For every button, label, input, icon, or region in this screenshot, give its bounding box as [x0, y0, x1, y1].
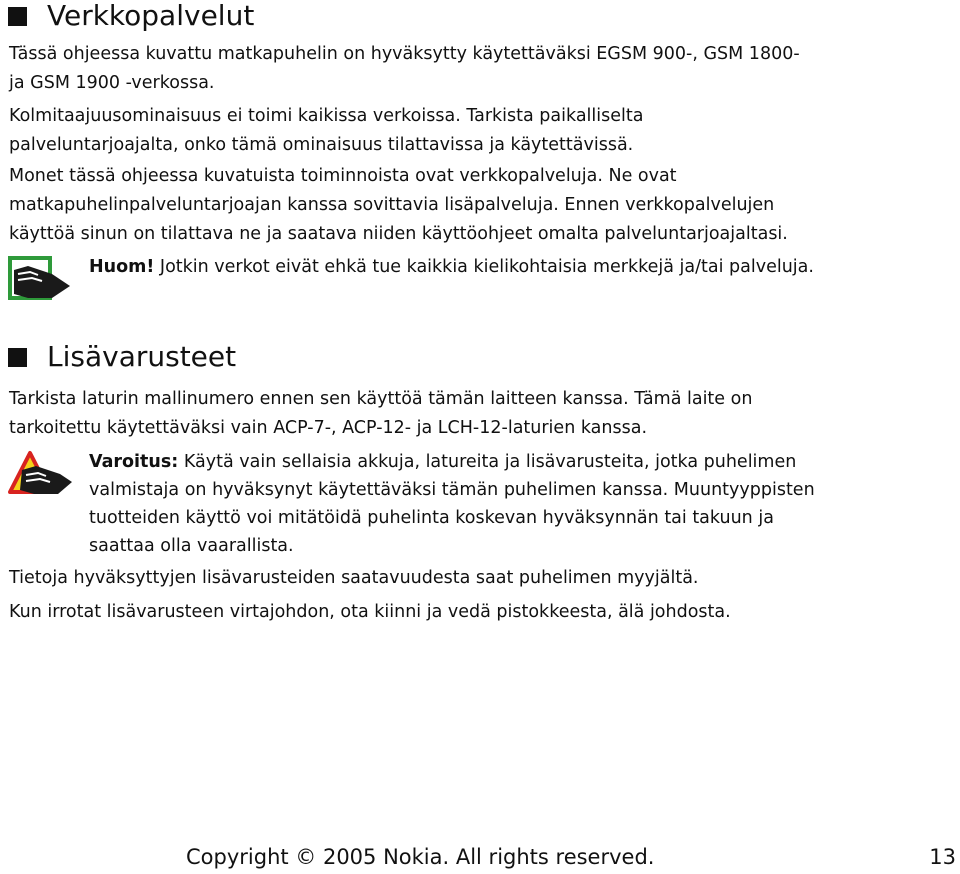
text-line: Monet tässä ohjeessa kuvatuista toiminnoista ovat verkkopalveluja. Ne ovat [9, 166, 677, 186]
warning-hand-icon [8, 450, 74, 496]
text-line: saattaa olla vaarallista. [89, 536, 294, 556]
note-paragraph [89, 253, 939, 281]
text-line [89, 448, 939, 476]
text-line: tuotteiden käyttö voi mitätöidä puhelinta koskevan hyväksynnän tai takuun ja [89, 508, 774, 528]
section-heading-text: Lisävarusteet [47, 340, 237, 373]
note-text: Jotkin verkot eivät ehkä tue kaikkia kielikohtaisia merkkejä ja/tai palveluja. [154, 257, 814, 277]
heading-square-bullet-icon [8, 348, 27, 367]
warning-text: Käytä vain sellaisia akkuja, latureita ja lisävarusteita, jotka puhelimen [178, 452, 797, 472]
text-line: ja GSM 1900 -verkossa. [9, 73, 215, 93]
text-line: matkapuhelinpalveluntarjoajan kanssa sovittavia lisäpalveluja. Ennen verkkopalvelujen [9, 195, 775, 215]
paragraph-disconnect-cord [9, 598, 939, 627]
text-line: tarkoitettu käytettäväksi vain ACP-7-, ACP-12- ja LCH-12-laturien kanssa. [9, 418, 648, 438]
paragraph-triband [9, 102, 939, 160]
paragraph-accessory-availability [9, 564, 939, 593]
section-heading-lisavarusteet [8, 341, 236, 373]
warning-paragraph [89, 448, 939, 560]
note-label: Huom! [89, 257, 155, 277]
heading-square-bullet-icon [8, 7, 27, 26]
text-line: Kolmitaajuusominaisuus ei toimi kaikissa verkoissa. Tarkista paikalliselta [9, 106, 644, 126]
text-line: Tietoja hyväksyttyjen lisävarusteiden saatavuudesta saat puhelimen myyjältä. [9, 568, 699, 588]
text-line: Tarkista laturin mallinumero ennen sen käyttöä tämän laitteen kanssa. Tämä laite on [9, 389, 753, 409]
text-line: valmistaja on hyväksynyt käytettäväksi tämän puhelimen kanssa. Muuntyyppisten [89, 480, 815, 500]
paragraph-charger-models [9, 385, 939, 443]
section-heading-verkkopalvelut [8, 0, 254, 32]
note-hand-icon [8, 256, 72, 302]
text-line: Tässä ohjeessa kuvattu matkapuhelin on hyväksytty käytettäväksi EGSM 900-, GSM 1800- [9, 44, 800, 64]
text-line: käyttöä sinun on tilattava ne ja saatava niiden käyttöohjeet omalta palveluntarjoajaltasi. [9, 224, 788, 244]
text-line: Kun irrotat lisävarusteen virtajohdon, ota kiinni ja vedä pistokkeesta, älä johdosta. [9, 602, 731, 622]
section-heading-text: Verkkopalvelut [47, 0, 255, 32]
page-number: 13 [929, 845, 956, 869]
paragraph-supported-networks [9, 40, 939, 98]
footer-copyright: Copyright © 2005 Nokia. All rights reserved. [186, 845, 655, 869]
text-line: palveluntarjoajalta, onko tämä ominaisuus tilattavissa ja käytettävissä. [9, 135, 634, 155]
warning-label: Varoitus: [89, 452, 179, 472]
paragraph-network-services [9, 162, 939, 249]
